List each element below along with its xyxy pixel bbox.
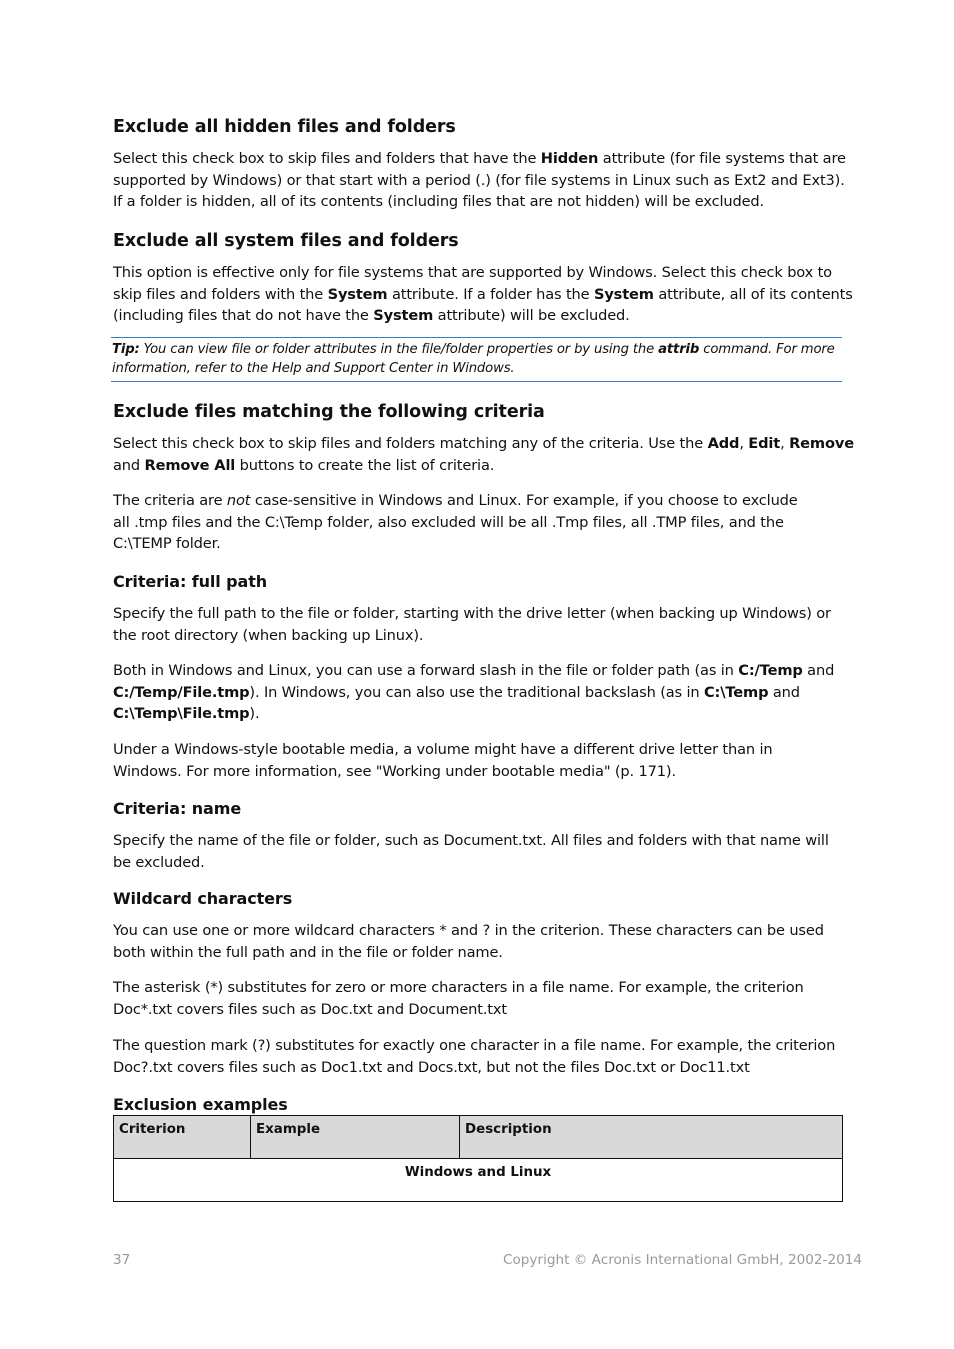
copyright-notice: Copyright © Acronis International GmbH, 2002-2014 [503,1252,863,1268]
bold-term: Edit [748,435,781,452]
bold-term: C:\Temp\File.tmp [113,705,250,723]
bold-term: System [593,285,654,303]
text-line: The question mark (?) substitutes for exactly one character in a file name. For example, the criterion [113,1037,836,1054]
heading-hidden: Exclude all hidden files and folders [113,117,456,137]
text-line: skip files and folders with the System attribute. If a folder has the System attribute, all of its contents [113,285,853,303]
text-line: the root directory (when backing up Linux). [113,626,424,644]
tip-label: Tip: [112,342,140,357]
text-line: You can use one or more wildcard characters * and ? in the criterion. These characters can be used [113,922,824,939]
para-name [113,830,844,873]
text-line: both within the full path and in the file or folder name. [113,943,503,961]
heading-system: Exclude all system files and folders [113,231,459,251]
tip-command: attrib [658,342,700,357]
text-line: C:/Temp/File.tmp). In Windows, you can also use the traditional backslash (as in C:\Temp and [113,683,800,701]
heading-wildcard: Wildcard characters [113,889,293,908]
bold-term: System [373,307,434,325]
text-line: Select this check box to skip files and folders that have the Hidden attribute (for file systems that are [113,150,846,167]
bold-term: Remove [789,435,854,452]
para-full-path-1 [113,603,844,646]
column-header-example: Example [251,1116,460,1159]
bold-term: Add [707,435,740,452]
group-row-windows-linux: Windows and Linux [114,1159,843,1202]
text-line: The criteria are not case-sensitive in Windows and Linux. For example, if you choose to exclude [113,492,798,509]
tip-line-1 [111,340,842,359]
table-row [114,1159,843,1202]
para-full-path-3 [113,739,844,782]
text-line: and Remove All buttons to create the list of criteria. [113,456,495,474]
text-line: This option is effective only for file systems that are supported by Windows. Select this check box to [113,264,832,281]
emphasis-text: not [226,492,251,509]
heading-name: Criteria: name [113,799,242,818]
para-criteria-1 [113,433,854,476]
bold-term: System [327,285,388,303]
exclusion-examples-table [113,1115,843,1202]
para-system [113,262,853,327]
text-line: Under a Windows-style bootable media, a volume might have a different drive letter than in [113,741,773,758]
text-line: all .tmp files and the C:\Temp folder, also excluded will be all .Tmp files, all .TMP files, and the [113,513,784,531]
tip-box [111,337,842,382]
text-line: Select this check box to skip files and folders matching any of the criteria. Use the Add, Edit, Remove [113,435,854,452]
para-full-path-2 [113,660,844,725]
page-number: 37 [113,1252,131,1268]
bold-term: C:/Temp/File.tmp [113,683,250,701]
para-criteria-2 [113,490,844,555]
text-line: Windows. For more information, see "Working under bootable media" (p. 171). [113,762,676,780]
text-line: Both in Windows and Linux, you can use a forward slash in the file or folder path (as in C:/Temp and [113,662,835,679]
bold-term: C:/Temp [738,662,803,679]
text-line: Doc*.txt covers files such as Doc.txt and Document.txt [113,1000,507,1018]
column-header-description: Description [460,1116,843,1159]
tip-text-b: command. For more [699,342,835,357]
bold-term: C:\Temp [703,683,769,701]
text-line: Specify the name of the file or folder, such as Document.txt. All files and folders with that name will [113,832,829,849]
tip-line-2: information, refer to the Help and Support Center in Windows. [112,361,515,376]
text-line: The asterisk (*) substitutes for zero or more characters in a file name. For example, the criterion [113,979,804,996]
text-line: supported by Windows) or that start with a period (.) (for file systems in Linux such as Ext2 and Ext3). [113,171,845,189]
tip-text-a: You can view file or folder attributes in the file/folder properties or by using the [139,342,659,357]
text-line: be excluded. [113,853,205,871]
text-line: Doc?.txt covers files such as Doc1.txt and Docs.txt, but not the files Doc.txt or Doc11.txt [113,1058,750,1076]
table-header-row [114,1116,843,1159]
text-line: (including files that do not have the System attribute) will be excluded. [113,307,630,325]
para-wildcard-1 [113,920,844,963]
bold-term: Remove All [144,456,236,474]
para-wildcard-3 [113,1035,844,1078]
para-hidden [113,148,844,213]
column-header-criterion: Criterion [114,1116,251,1159]
text-line: If a folder is hidden, all of its contents (including files that are not hidden) will be excluded. [113,193,765,211]
heading-criteria: Exclude files matching the following criteria [113,402,545,422]
bold-term: Hidden [540,150,599,167]
text-line: C:\Temp\File.tmp). [113,705,260,723]
heading-examples: Exclusion examples [113,1095,288,1114]
para-wildcard-2 [113,977,844,1020]
text-line: C:\TEMP folder. [113,535,221,553]
text-line: Specify the full path to the file or folder, starting with the drive letter (when backing up Windows) or [113,605,831,622]
heading-full-path: Criteria: full path [113,572,268,591]
